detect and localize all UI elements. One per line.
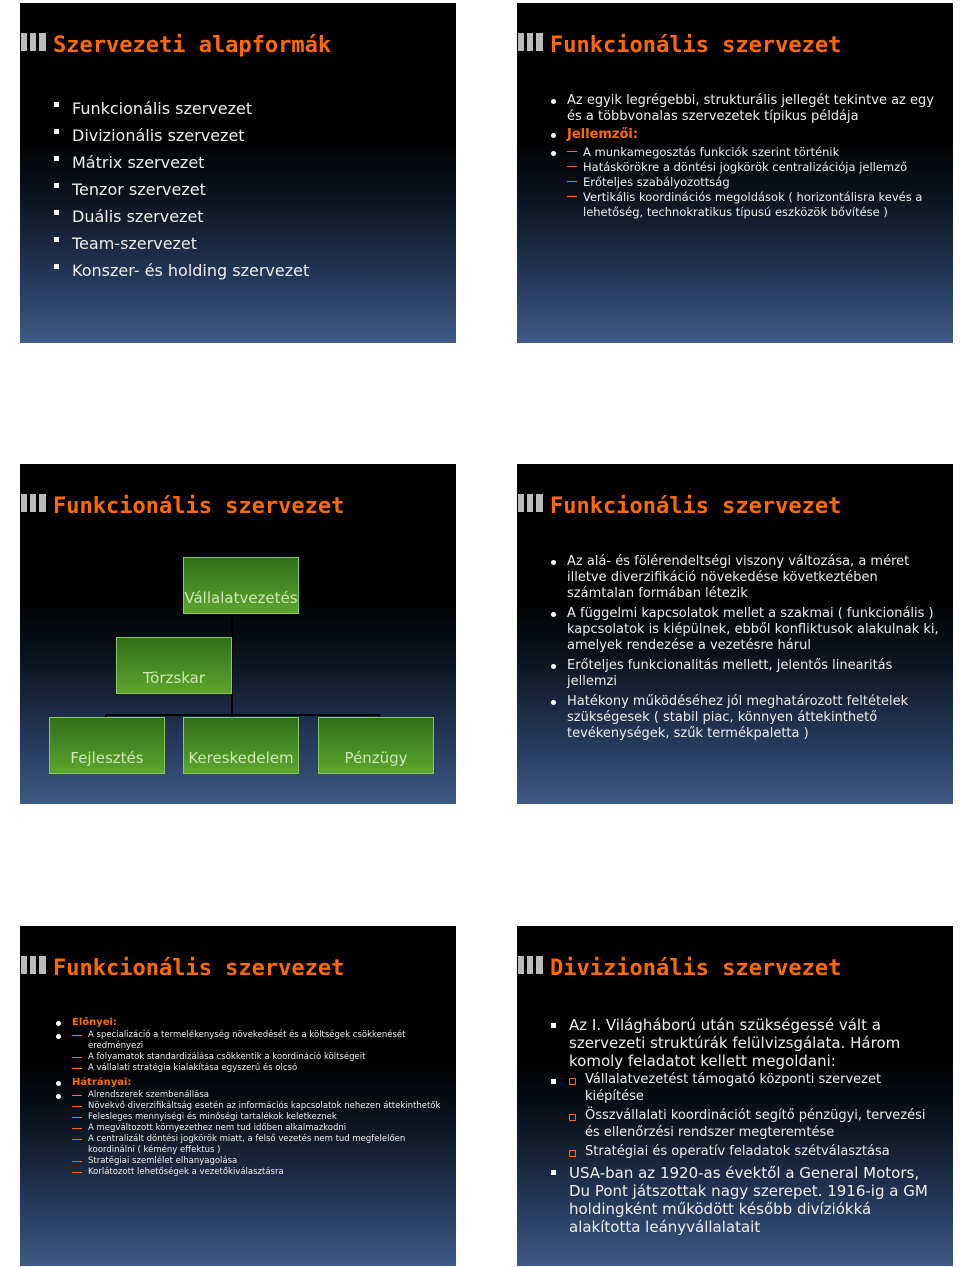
sub-list-item: Növekvő diverzifikáltság esetén az információs kapcsolatok nehezen áttekinthetők [72,1101,446,1112]
bullet-list [551,1016,943,1236]
connector-line [105,714,379,716]
slide-5 [20,926,456,1266]
org-box-top: Vállalatvezetés [183,557,299,614]
sub-list-item: Felesleges mennyiségi és minőségi tartalékok keletkeznek [72,1112,446,1123]
bullet-list [54,95,446,284]
list-item: Az I. Világháború után szükségessé vált a szervezeti struktúrák felülvizsgálata. Három komoly feladatot kellett megoldani: [551,1016,943,1070]
sub-list-item: A specializáció a termelékenység növekedését és a költségek csökkenését eredményezi [72,1030,446,1052]
sub-list-container [56,1030,446,1074]
bullet-list [551,554,943,742]
sub-list-container [551,1072,943,1161]
list-item: Az egyik legrégebbi, strukturális jellegét tekintve az egy és a többvonalas szervezetek típikus példája [551,93,943,125]
bullet-list [551,93,943,220]
slide-title: Divizionális szervezet [550,956,842,981]
list-item: Divizionális szervezet [54,122,446,149]
list-item: Konszer- és holding szervezet [54,257,446,284]
sub-list-item: A folyamatok standardizálása csökkentik a koordináció költségeit [72,1052,446,1063]
list-item: Hatékony működéséhez jól meghatározott feltételek szükségesek ( stabil piac, könnyen áttekinthető tevékenységek, szűk termékpaletta ) [551,694,943,742]
org-box-dept: Fejlesztés [49,717,165,774]
slide-title: Funkcionális szervezet [53,956,345,981]
sub-list-item: A megváltozott környezethez nem tud időben alkalmazkodni [72,1123,446,1134]
slide-decoration [20,33,46,51]
slide-decoration [517,33,543,51]
cons-heading: Hátrányai: [56,1076,446,1090]
list-item: Az alá- és fölérendeltségi viszony változása, a méret illetve diverzifikáció növekedése következtében számtalan formában létezik [551,554,943,602]
sub-list-item: Vállalatvezetést támogató központi szervezet kiépítése [567,1072,943,1105]
sub-list-item: Vertikális koordinációs megoldások ( horizontálisra kevés a lehetőség, technokratikus típusú eszközök bővítése ) [567,190,943,220]
slide-6 [517,926,953,1266]
slide-1 [20,3,456,343]
sub-list-item: Korlátozott lehetőségek a vezetőkiválasztásra [72,1167,446,1178]
org-box-dept: Pénzügy [318,717,434,774]
bullet-list [56,1016,446,1178]
slide-title: Funkcionális szervezet [550,494,842,519]
sub-list-item: A munkamegosztás funkciók szerint történik [567,145,943,160]
slide-decoration [517,956,543,974]
slide-3 [20,464,456,804]
list-item: Funkcionális szervezet [54,95,446,122]
sub-list-item: A centralizált döntési jogkörök miatt, a felső vezetés nem tud megfelelően koordinálni ( kémény effektus ) [72,1134,446,1156]
list-item: Erőteljes funkcionalitás mellett, jelentős linearitás jellemzi [551,658,943,690]
sub-list-item: Hatáskörökre a döntési jogkörök centralizációja jellemző [567,160,943,175]
slide-decoration [20,494,46,512]
list-item: Tenzor szervezet [54,176,446,203]
list-item: Duális szervezet [54,203,446,230]
sub-list-item: Stratégiai szemlélet elhanyagolása [72,1156,446,1167]
sub-list-item: Alrendszerek szembenállása [72,1090,446,1101]
list-item: A függelmi kapcsolatok mellet a szakmai ( funkcionális ) kapcsolatok is kiépülnek, ebből konfliktusok alakulnak ki, amelyek rendezése a vezetésre hárul [551,606,943,654]
list-item: Team-szervezet [54,230,446,257]
sub-list-item: Összvállalati koordinációt segítő pénzügyi, tervezési és ellenőrzési rendszer megteremtése [567,1108,943,1141]
sub-list-item: Erőteljes szabályozottság [567,175,943,190]
slide-title: Funkcionális szervezet [53,494,345,519]
slide-4 [517,464,953,804]
sub-list-container [56,1090,446,1178]
org-box-dept: Kereskedelem [183,717,299,774]
list-item: Mátrix szervezet [54,149,446,176]
slide-decoration [517,494,543,512]
slide-2 [517,3,953,343]
slide-title: Funkcionális szervezet [550,33,842,58]
sub-list-container [551,145,943,220]
sub-list-item: Stratégiai és operatív feladatok szétválasztása [567,1144,943,1161]
slide-title: Szervezeti alapformák [53,33,332,58]
sub-list-item: A vállalati stratégia kialakítása egyszerű és olcsó [72,1063,446,1074]
list-item: USA-ban az 1920-as évektől a General Motors, Du Pont játszottak nagy szerepet. 1916-ig a GM holdingként működött később divíziókká alakította leányvállalatait [551,1164,943,1236]
pros-heading: Előnyei: [56,1016,446,1030]
slide-decoration [20,956,46,974]
org-box-staff: Törzskar [116,637,232,694]
list-heading: Jellemzői: [551,127,943,143]
